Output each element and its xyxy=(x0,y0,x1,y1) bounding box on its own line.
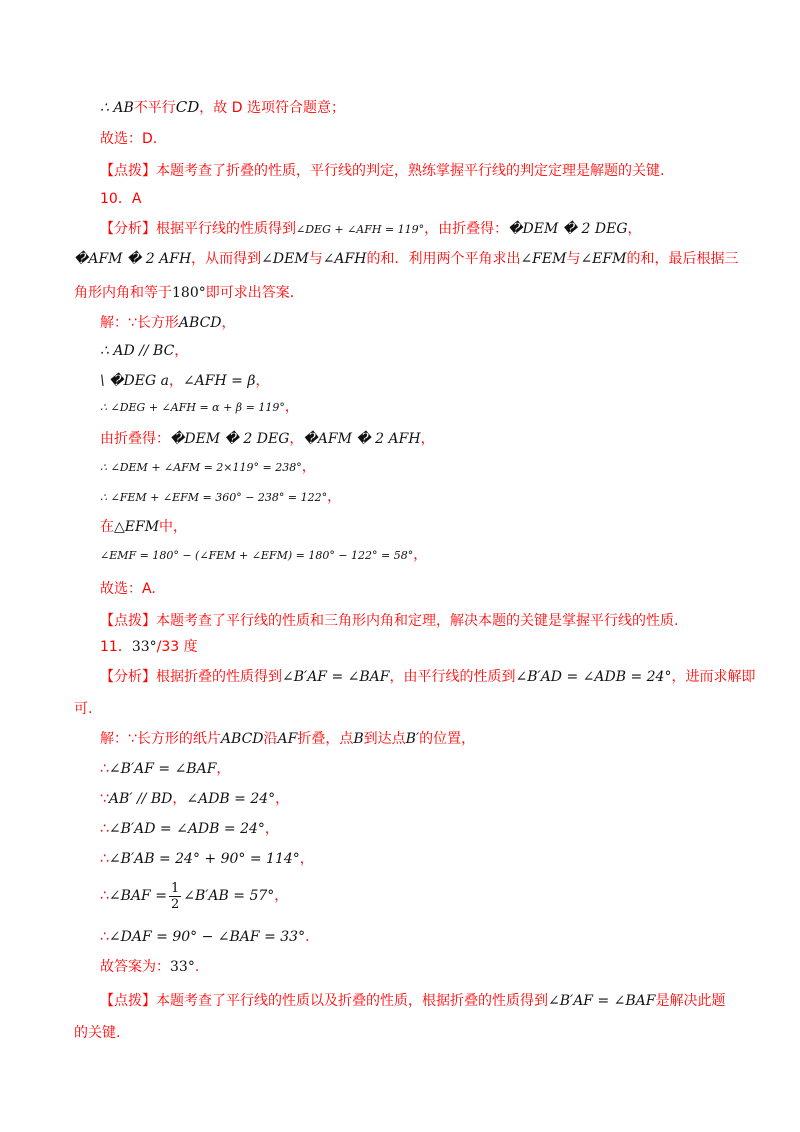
math: ABCD xyxy=(220,731,264,747)
therefore-symbol: ∴ xyxy=(100,100,109,116)
text: ，从而得到 xyxy=(191,251,262,267)
analysis-10-line2 xyxy=(74,248,739,270)
text: ， xyxy=(172,791,187,807)
tip-q11-line1 xyxy=(100,990,728,1012)
math: ABCD xyxy=(178,315,222,331)
text: ， xyxy=(284,399,299,415)
text: 11． xyxy=(100,639,132,655)
text: ，进而求解即 xyxy=(671,669,756,685)
math: ∠ADB = 24° xyxy=(186,791,276,807)
text: ， xyxy=(221,315,236,331)
text: ， xyxy=(420,431,435,447)
text: ，由折叠得： xyxy=(424,221,509,237)
math-ab: AB xyxy=(113,100,134,116)
math-cd: CD xyxy=(175,98,200,116)
text: 的和，最后根据三 xyxy=(626,251,739,267)
text: ∴ xyxy=(100,888,109,904)
tip-q11-line2: 的关键. xyxy=(74,1025,121,1041)
text: 不平行 xyxy=(133,100,176,116)
math: AB′ // BD xyxy=(108,791,173,807)
solution-10-step2 xyxy=(100,340,728,362)
text: . xyxy=(305,929,310,945)
math: △EFM xyxy=(114,519,160,535)
solution-10-step9 xyxy=(100,544,728,567)
text: ，由平行线的性质到 xyxy=(389,669,516,685)
solution-11-step7 xyxy=(100,926,728,948)
text: ， xyxy=(255,373,270,389)
math: ∠DAF = 90° − ∠BAF = 33° xyxy=(108,929,306,945)
text: ∴ xyxy=(100,851,109,867)
solution-10-step8 xyxy=(100,516,728,538)
text: 的和．利用两个平角求出 xyxy=(366,251,521,267)
text: ， xyxy=(627,221,642,237)
solution-11-step5 xyxy=(100,848,728,870)
tip-q9: 【点拨】本题考查了折叠的性质，平行线的判定，熟练掌握平行线的判定定理是解题的关键. xyxy=(100,163,665,179)
analysis-10-line1 xyxy=(100,218,728,241)
solution-11-step1 xyxy=(100,728,728,750)
text: ，故 D 选项符合题意； xyxy=(199,100,345,116)
math: ∠AFH xyxy=(322,251,367,267)
text: 由折叠得： xyxy=(100,431,170,447)
tip-q10: 【点拨】本题考查了平行线的性质和三角形内角和定理，解决本题的关键是掌握平行线的性质. xyxy=(100,613,679,629)
text: ， xyxy=(413,547,428,563)
fraction-one-half xyxy=(169,881,181,912)
math: �AFM � 2 AFH xyxy=(74,251,192,267)
math: ∠EMF = 180° − (∠FEM + ∠EFM) = 180° − 122° = 58° xyxy=(100,549,414,562)
text: 折叠，点 xyxy=(297,731,354,747)
text: ∴ xyxy=(100,929,109,945)
solution-10-step3 xyxy=(100,370,728,392)
text: 【点拨】本题考查了平行线的性质以及折叠的性质，根据折叠的性质得到 xyxy=(100,993,548,1009)
analysis-11-line2: 可. xyxy=(74,701,93,717)
text: ， xyxy=(174,343,189,359)
text: ， xyxy=(299,851,314,867)
math: ∠B′AF = ∠BAF xyxy=(548,993,656,1009)
math: ∠B′AF = ∠BAF xyxy=(282,669,390,685)
text: 解：∵长方形 xyxy=(100,315,179,331)
solution-10-step4 xyxy=(100,396,728,419)
math: ∠FEM xyxy=(520,251,567,267)
text: ， xyxy=(216,761,231,777)
solution-10-step7 xyxy=(100,486,728,509)
analysis-10-line3 xyxy=(74,282,728,304)
text: 中， xyxy=(159,519,188,535)
math: B′ xyxy=(405,731,420,747)
text: 到达点 xyxy=(363,731,406,747)
numerator: 1 xyxy=(170,880,180,896)
math: B xyxy=(353,731,364,747)
math: �DEM � 2 DEG xyxy=(508,221,628,237)
text: 故答案为： xyxy=(100,959,170,975)
math: �AFM � 2 AFH xyxy=(303,431,421,447)
math: ∠B′AF = ∠BAF xyxy=(108,761,217,777)
text: ， xyxy=(301,459,316,475)
text: 【分析】根据平行线的性质得到 xyxy=(100,221,296,237)
math: 180° xyxy=(172,285,206,301)
text: 与 xyxy=(566,251,581,267)
final-answer-11 xyxy=(100,956,728,978)
question-11-heading xyxy=(100,636,728,658)
text: 角形内角和等于 xyxy=(74,285,172,301)
math: ∠B′AB = 24° + 90° = 114° xyxy=(108,851,300,867)
text: ∵ xyxy=(100,791,109,807)
math: AF xyxy=(277,731,298,747)
text: ， xyxy=(289,431,304,447)
solution-10-step1 xyxy=(100,312,728,334)
math: ∠DEM xyxy=(261,251,309,267)
text: ， xyxy=(274,888,289,904)
math: ∠AFH = β xyxy=(182,373,256,389)
text: 与 xyxy=(308,251,323,267)
text: 是解决此题 xyxy=(655,993,726,1009)
math: ∠BAF = xyxy=(108,888,167,904)
math: �DEM � 2 DEG xyxy=(170,431,290,447)
math: ∴ ∠DEG + ∠AFH = α + β = 119° xyxy=(100,401,285,414)
solution-11-step4 xyxy=(100,818,728,840)
solution-10-step5 xyxy=(100,428,728,450)
text: 【分析】根据折叠的性质得到 xyxy=(100,669,282,685)
text: ， xyxy=(275,791,290,807)
text: . xyxy=(194,959,200,975)
answer-choice-a: 故选：A. xyxy=(100,581,156,597)
solution-11-step3 xyxy=(100,788,728,810)
solution-10-step6 xyxy=(100,456,728,479)
math: ∴ ∠FEM + ∠EFM = 360° − 238° = 122° xyxy=(100,491,328,504)
math: ∠B′AD = ∠ADB = 24° xyxy=(108,821,265,837)
conclusion-line-d xyxy=(100,96,728,119)
text: 的位置， xyxy=(419,731,476,747)
math: ∠B′AD = ∠ADB = 24° xyxy=(515,669,672,685)
text: ， xyxy=(168,373,183,389)
analysis-11-line1 xyxy=(100,666,756,688)
math: ∠EFM xyxy=(580,251,627,267)
denominator: 2 xyxy=(170,896,180,912)
text: /33 度 xyxy=(156,639,198,655)
text: ， xyxy=(264,821,279,837)
answer-choice-d: 故选：D. xyxy=(100,131,158,147)
text: ∴ xyxy=(100,821,109,837)
solution-11-step2 xyxy=(100,758,728,780)
math: \ �DEG a xyxy=(100,373,169,389)
math: ∠DEG + ∠AFH = 119° xyxy=(296,223,425,236)
text: ∴ xyxy=(100,761,109,777)
text: ， xyxy=(327,489,342,505)
question-10-heading: 10．A xyxy=(100,191,142,207)
text: 在 xyxy=(100,519,114,535)
text: 即可求出答案． xyxy=(205,285,304,301)
math: 33° xyxy=(131,639,157,655)
text: 沿 xyxy=(263,731,278,747)
math: ∴ ∠DEM + ∠AFM = 2×119° = 238° xyxy=(100,461,302,474)
math: 33° xyxy=(170,959,195,975)
math: ∴ AD // BC xyxy=(100,343,175,359)
math: ∠B′AB = 57° xyxy=(183,888,275,904)
text: 解：∵长方形的纸片 xyxy=(100,731,221,747)
solution-11-step6 xyxy=(100,878,728,914)
